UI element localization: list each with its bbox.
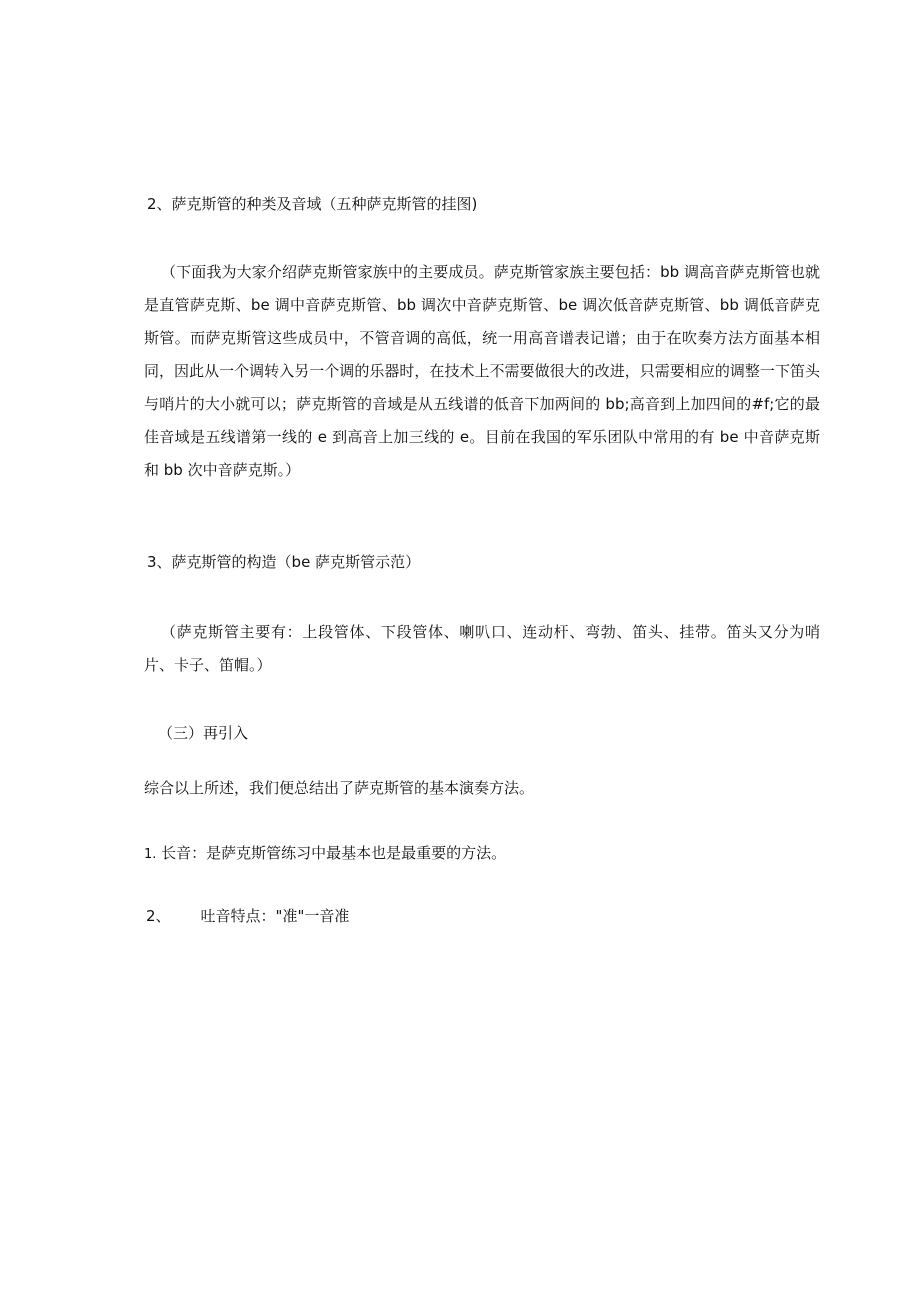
list-item-text: 吐音特点："准"一音准 <box>200 907 350 925</box>
paragraph-saxophone-family: （下面我为大家介绍萨克斯管家族中的主要成员。萨克斯管家族主要包括：bb 调高音萨克斯管也就是直管萨克斯、be 调中音萨克斯管、bb 调次中音萨克斯管、be 调次低音萨克斯管、bb 调低音萨克斯管。而萨克斯管这些成员中，不管音调的高低，统一用高音谱表记谱；由于在吹奏方法方面基本相同，因此从一个调转入另一个调的乐器时，在技术上不需要做很大的改进，只需要相应的调整一下笛头与哨片的大小就可以；萨克斯管的音域是从五线谱的低音下加两间的 bb;高音到上加四间的#f;它的最佳音域是五线谱第一线的 e 到高音上加三线的 e。目前在我国的军乐团队中常用的有 be 中音萨克斯和 bb 次中音萨克斯。） <box>144 263 820 479</box>
list-item-text: 长音：是萨克斯管练习中最基本也是最重要的方法。 <box>156 844 507 862</box>
list-item-number: 2、 <box>146 907 171 925</box>
paragraph-structure-parts: （萨克斯管主要有：上段管体、下段管体、喇叭口、连动杆、弯勃、笛头、挂带。笛头又分为哨片、卡子、笛帽。） <box>144 623 820 674</box>
summary-line: 综合以上所述，我们便总结出了萨克斯管的基本演奏方法。 <box>144 779 535 797</box>
heading-structure: 3、萨克斯管的构造（be 萨克斯管示范） <box>147 553 421 571</box>
list-item-tonguing <box>146 906 349 926</box>
section-reintroduce: （三）再引入 <box>158 724 249 742</box>
list-item-number: 1. <box>144 847 157 862</box>
heading-types-and-range: 2、萨克斯管的种类及音域（五种萨克斯管的挂图) <box>147 195 478 213</box>
list-item-long-tone <box>144 843 506 865</box>
